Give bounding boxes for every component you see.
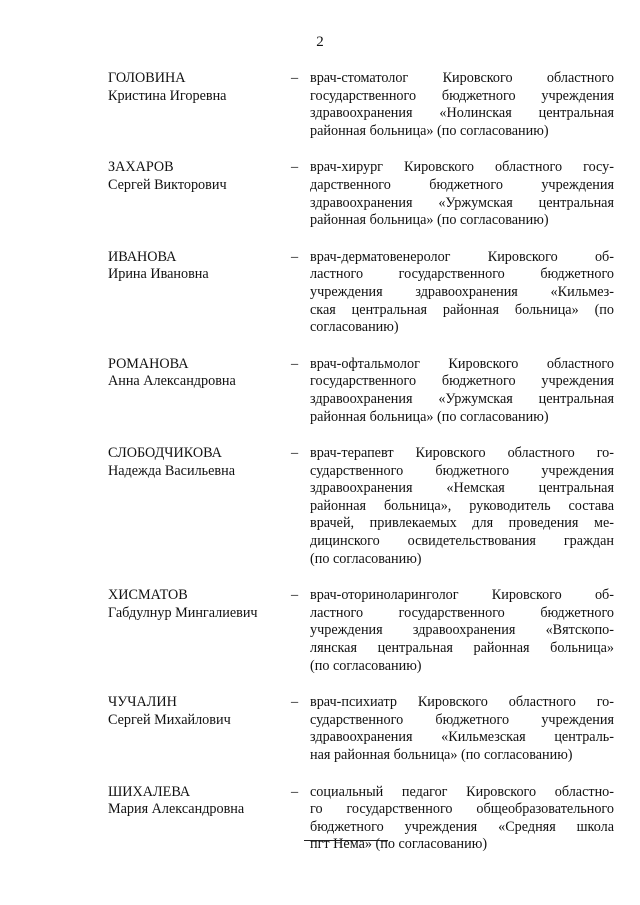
member-role-line: лянская центральная районная больница» [310, 640, 614, 657]
member-role-line: врач-оториноларинголог Кировского об- [310, 587, 614, 604]
member-role-line: пгт Нема» (по согласованию) [310, 836, 488, 853]
member-surname: РОМАНОВА [108, 355, 189, 372]
member-role-line: районная больница» (по согласованию) [310, 212, 549, 229]
member-entry [0, 356, 640, 426]
member-role-line: ластного государственного бюджетного [310, 604, 614, 621]
member-entry [0, 159, 640, 229]
member-role-line: ластного государственного бюджетного [310, 266, 614, 283]
member-role-line: сударственного бюджетного учреждения [310, 711, 614, 728]
member-role [310, 159, 614, 229]
member-role-line: врачей, привлекаемых для проведения ме- [310, 515, 614, 532]
member-role [310, 694, 614, 764]
member-surname: ГОЛОВИНА [108, 70, 186, 86]
member-role-line: врач-терапевт Кировского областного го- [310, 445, 614, 462]
member-role-line: государственного бюджетного учреждения [310, 87, 614, 104]
member-role-line: учреждения здравоохранения «Вятскопо- [310, 622, 614, 639]
member-role-line: врач-психиатр Кировского областного го- [310, 694, 614, 711]
member-role-line: ная районная больница» (по согласованию) [310, 747, 573, 763]
member-role-line: врач-стоматолог Кировского областного [310, 70, 614, 86]
member-name [108, 159, 288, 194]
member-role-line: сударственного бюджетного учреждения [310, 462, 614, 479]
member-role [310, 784, 614, 854]
member-role-line: го государственного общеобразовательного [310, 801, 614, 818]
member-entry [0, 249, 640, 337]
member-role-line: врач-хирург Кировского областного госу- [310, 159, 614, 176]
member-name [108, 445, 288, 480]
member-surname: ШИХАЛЕВА [108, 783, 191, 800]
member-role [310, 587, 614, 675]
member-name [108, 70, 288, 105]
member-role-line: врач-дерматовенеролог Кировского об- [310, 248, 614, 265]
member-surname: ХИСМАТОВ [108, 587, 188, 604]
member-entry [0, 445, 640, 568]
member-role-line: бюджетного учреждения «Средняя школа [310, 818, 614, 835]
member-name [108, 587, 288, 622]
member-dash: – [291, 248, 299, 265]
member-dash: – [291, 783, 299, 800]
member-role-line: здравоохранения «Кильмезская централь- [310, 729, 614, 746]
member-dash: – [291, 587, 299, 604]
member-surname: ИВАНОВА [108, 248, 177, 265]
member-name [108, 356, 288, 391]
end-rule [304, 840, 388, 841]
member-role-line: дарственного бюджетного учреждения [310, 176, 614, 193]
member-dash: – [291, 445, 299, 462]
member-dash: – [291, 694, 299, 711]
member-role-line: ская центральная районная больница» (по [310, 301, 614, 318]
member-entry [0, 587, 640, 675]
member-role-line: здравоохранения «Нолинская центральная [310, 105, 614, 122]
member-role-line: государственного бюджетного учреждения [310, 373, 614, 390]
member-given-names: Сергей Михайлович [108, 711, 231, 728]
member-role-line: (по согласованию) [310, 550, 422, 567]
member-role [310, 445, 614, 568]
member-role-line: социальный педагог Кировского областно- [310, 783, 614, 800]
member-entry [0, 694, 640, 764]
member-name [108, 784, 288, 819]
member-list [0, 70, 640, 873]
member-role-line: районная больница» (по согласованию) [310, 408, 549, 425]
member-role-line: районная больница», руководитель состава [310, 497, 614, 514]
member-role-line: районная больница» (по согласованию) [310, 122, 549, 139]
page-number: 2 [316, 34, 324, 50]
member-given-names: Надежда Васильевна [108, 462, 236, 479]
member-dash: – [291, 159, 299, 176]
member-role-line: учреждения здравоохранения «Кильмез- [310, 283, 614, 300]
member-dash: – [291, 355, 299, 372]
member-given-names: Мария Александровна [108, 801, 245, 818]
member-entry [0, 70, 640, 140]
member-surname: ЧУЧАЛИН [108, 694, 177, 711]
member-role-line: здравоохранения «Уржумская центральная [310, 390, 614, 407]
member-surname: СЛОБОДЧИКОВА [108, 445, 222, 462]
member-given-names: Сергей Викторович [108, 176, 227, 193]
member-given-names: Кристина Игоревна [108, 87, 227, 104]
member-role [310, 356, 614, 426]
member-role-line: дицинского освидетельствования граждан [310, 533, 614, 550]
member-role-line: (по согласованию) [310, 657, 422, 674]
member-given-names: Анна Александровна [108, 373, 236, 390]
member-role [310, 70, 614, 140]
member-dash: – [291, 70, 299, 86]
member-surname: ЗАХАРОВ [108, 159, 174, 176]
member-given-names: Ирина Ивановна [108, 266, 209, 283]
member-entry [0, 784, 640, 854]
member-given-names: Габдулнур Мингалиевич [108, 604, 258, 621]
member-role-line: врач-офтальмолог Кировского областного [310, 355, 614, 372]
member-role-line: здравоохранения «Немская центральная [310, 480, 614, 497]
member-role-line: здравоохранения «Уржумская центральная [310, 194, 614, 211]
member-role [310, 249, 614, 337]
member-name [108, 249, 288, 284]
member-role-line: согласованию) [310, 319, 399, 336]
member-name [108, 694, 288, 729]
